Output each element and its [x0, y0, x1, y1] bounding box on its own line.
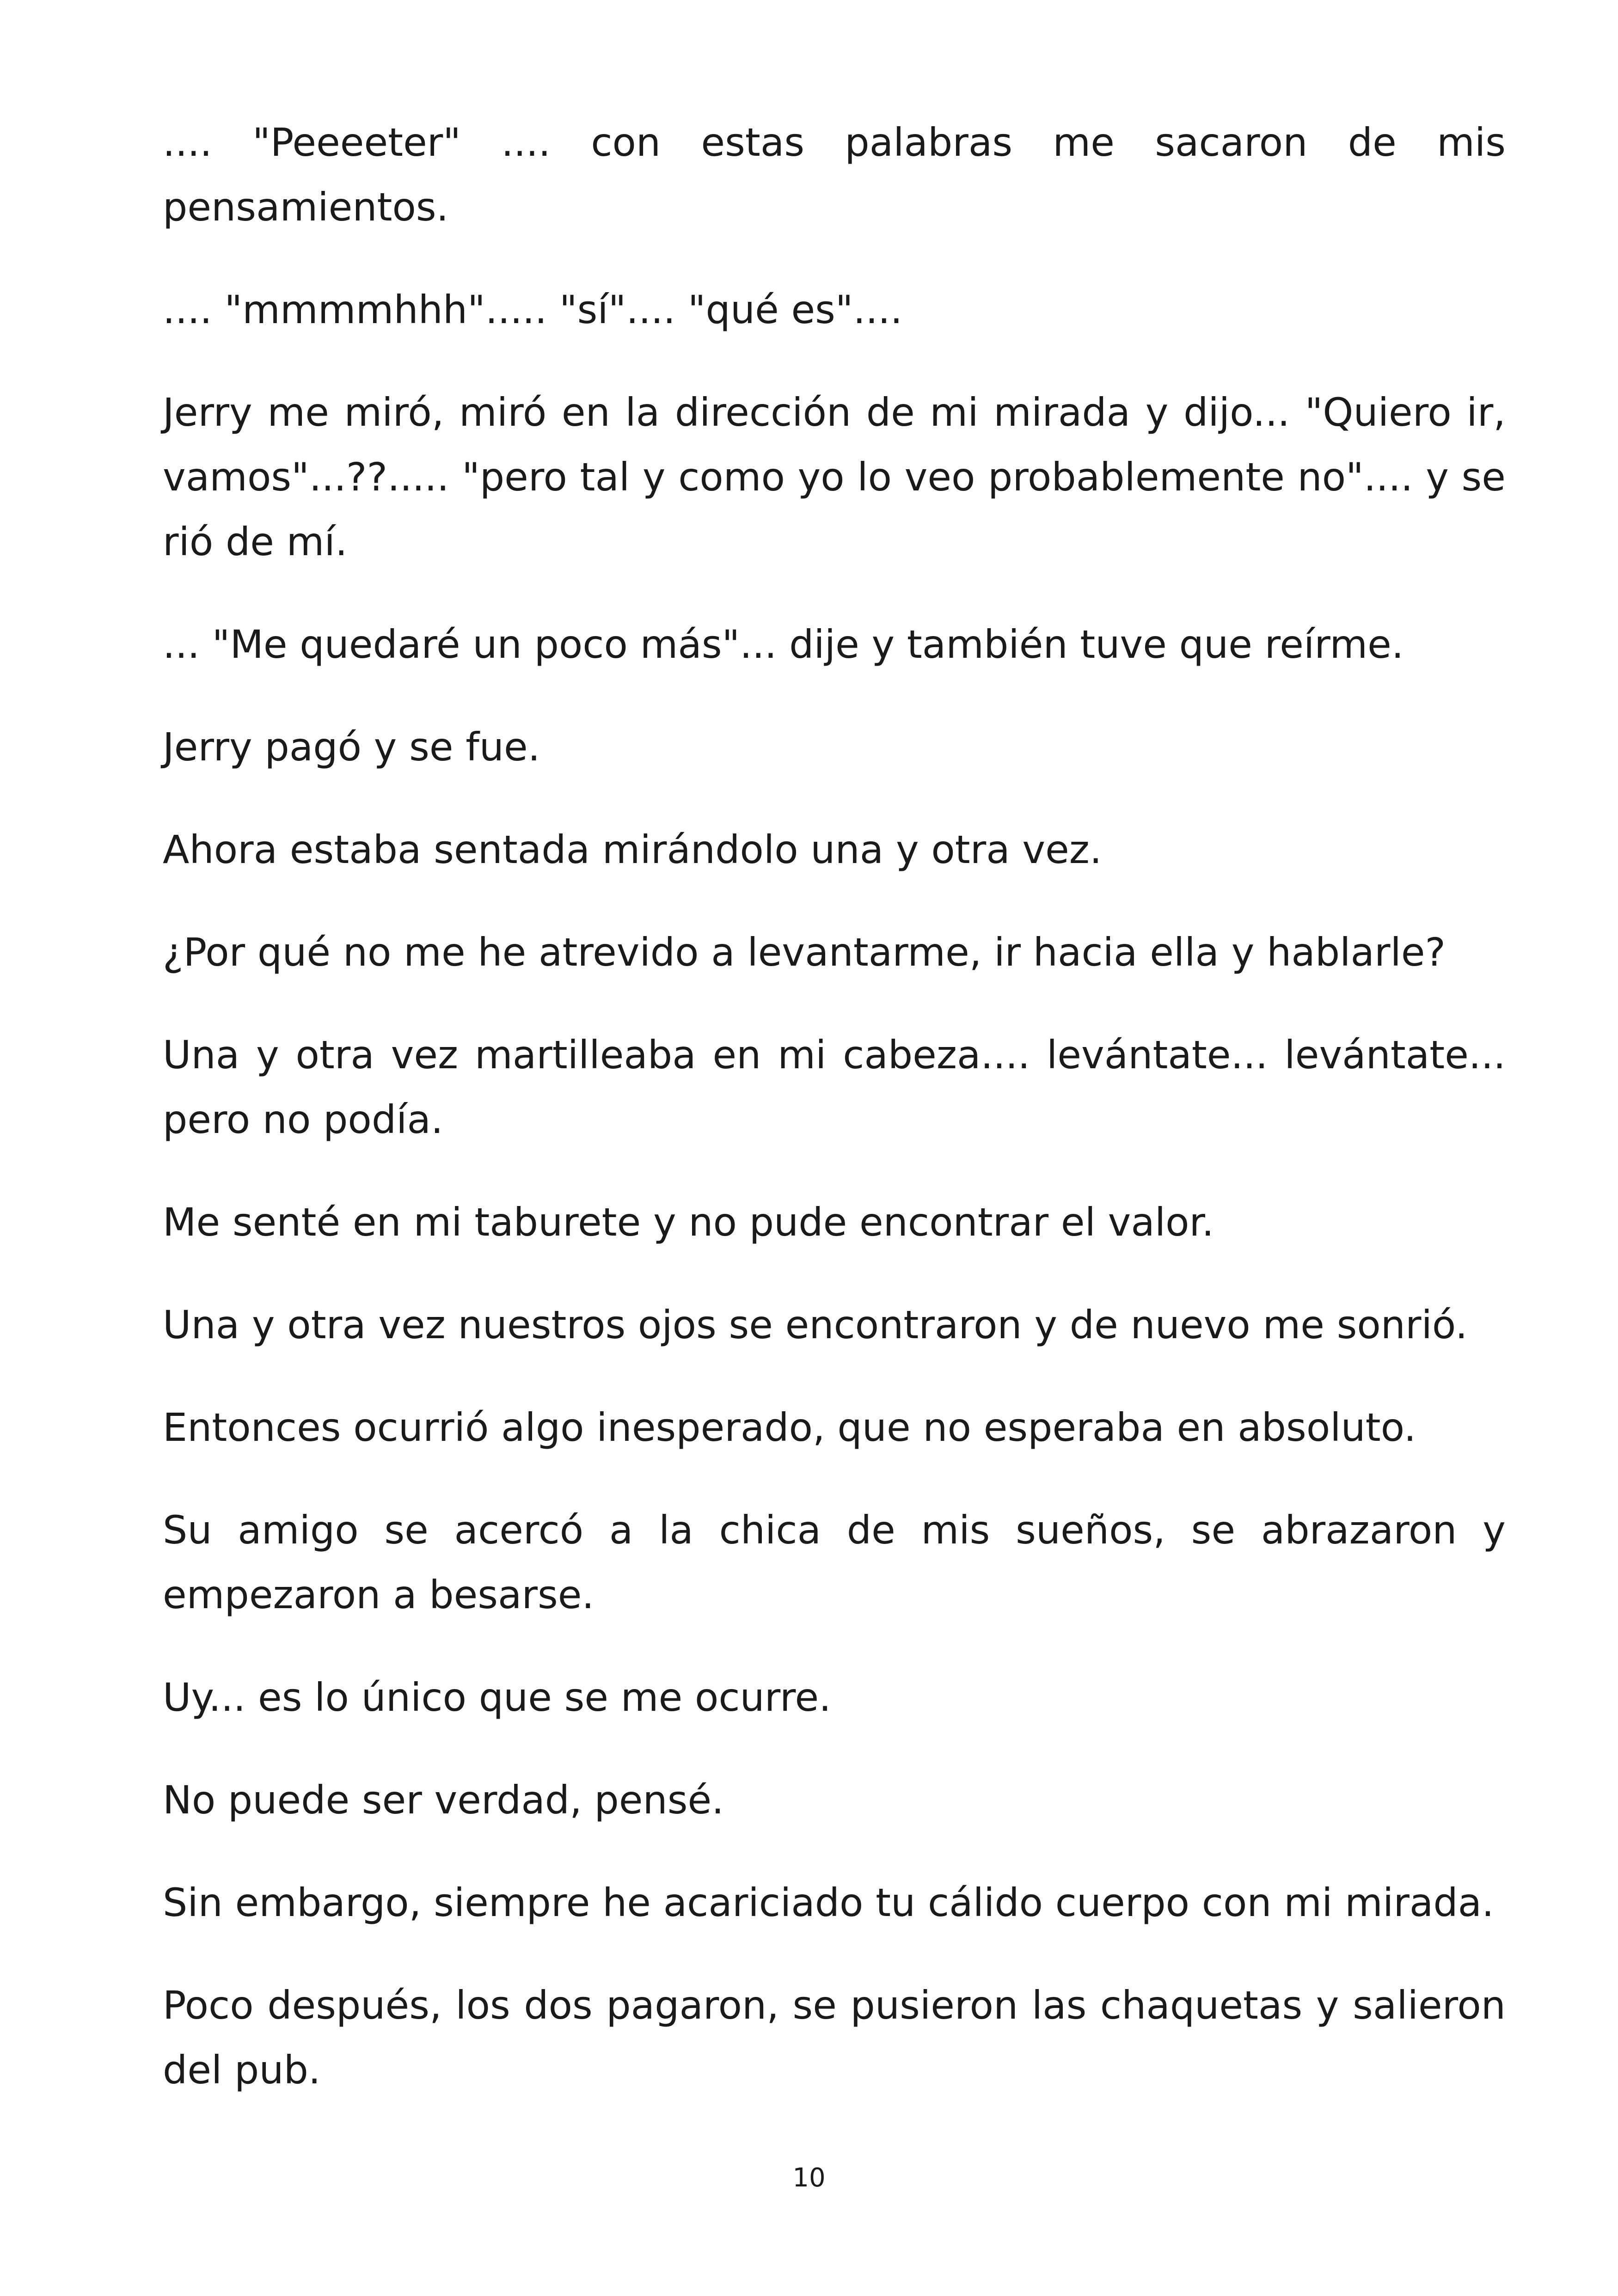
body-text: [163, 110, 1506, 2140]
paragraph: .... "Peeeeter" .... con estas palabras me sacaron de mis pensamientos.: [163, 120, 1506, 230]
paragraph: Uy... es lo único que se me ocurre.: [163, 1675, 831, 1720]
paragraph: Poco después, los dos pagaron, se pusieron las chaquetas y salieron del pub.: [163, 1983, 1506, 2093]
paragraph: Una y otra vez nuestros ojos se encontraron y de nuevo me sonrió.: [163, 1302, 1468, 1347]
paragraph: ¿Por qué no me he atrevido a levantarme, ir hacia ella y hablarle?: [163, 930, 1446, 975]
paragraph: Sin embargo, siempre he acariciado tu cálido cuerpo con mi mirada.: [163, 1880, 1494, 1925]
paragraph: Jerry me miró, miró en la dirección de mi mirada y dijo... "Quiero ir, vamos"...??..... "pero tal y como yo lo veo probablemente no".... y se rió de mí.: [163, 390, 1506, 564]
paragraph: ... "Me quedaré un poco más"... dije y también tuve que reírme.: [163, 622, 1404, 667]
paragraph: Me senté en mi taburete y no pude encontrar el valor.: [163, 1200, 1214, 1245]
paragraph: Ahora estaba sentada mirándolo una y otra vez.: [163, 827, 1102, 872]
paragraph: Su amigo se acercó a la chica de mis sueños, se abrazaron y empezaron a besarse.: [163, 1507, 1506, 1617]
paragraph: Jerry pagó y se fue.: [163, 724, 540, 770]
paragraph: Entonces ocurrió algo inesperado, que no esperaba en absoluto.: [163, 1405, 1416, 1450]
paragraph: .... "mmmmhhh"..... "sí".... "qué es"....: [163, 287, 903, 332]
paragraph: No puede ser verdad, pensé.: [163, 1777, 724, 1823]
paragraph: Una y otra vez martilleaba en mi cabeza.... levántate... levántate... pero no podía.: [163, 1032, 1506, 1142]
page-number: 10: [792, 2163, 826, 2193]
